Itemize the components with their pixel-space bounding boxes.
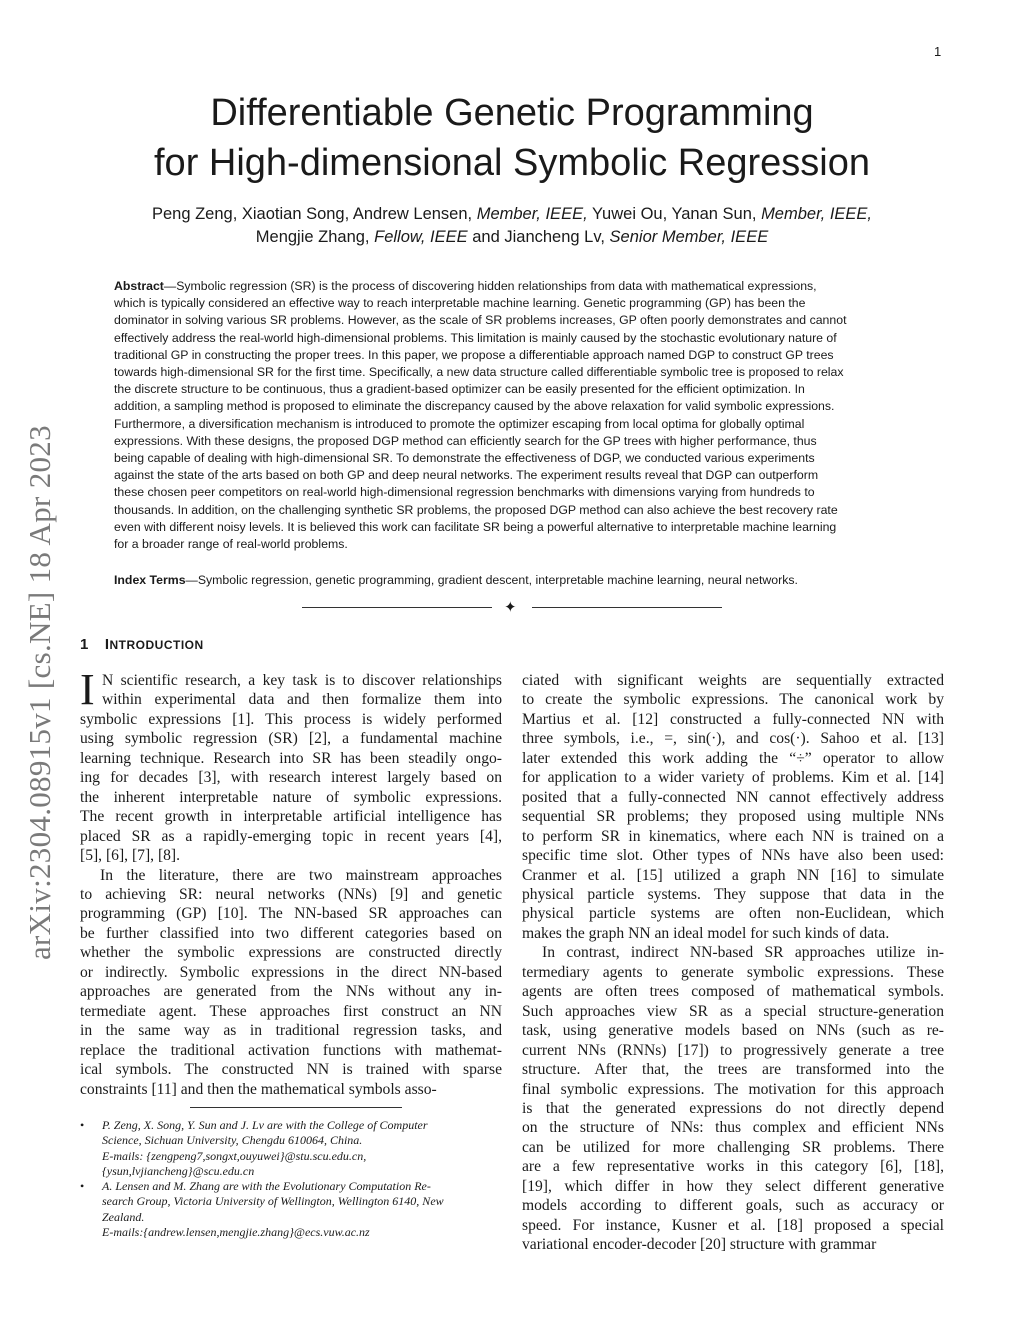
body-text-line: to create the symbolic expressions. The canonical work by	[522, 691, 944, 709]
body-text-line: for application to a wider variety of problems. Kim et al. [14]	[522, 769, 944, 787]
footnote-rule	[190, 1107, 402, 1108]
author-line-1: Peng Zeng, Xiaotian Song, Andrew Lensen, Member, IEEE, Yuwei Ou, Yanan Sun, Member, IEEE,	[151, 205, 873, 223]
body-text-line: ing for decades [3], with research interest largely based on	[80, 769, 502, 787]
title-line-2: for High-dimensional Symbolic Regression	[154, 142, 870, 184]
body-text-line: makes the graph NN an ideal model for such kinds of data.	[522, 924, 890, 942]
body-text-line: [5], [6], [7], [8].	[80, 847, 181, 865]
footnote-item	[80, 1179, 504, 1240]
abstract-line: addition, a sampling method is proposed to eliminate the discrepancy caused by the above relaxation for valid symbolic expressions.	[114, 399, 835, 414]
body-text-line: replace the traditional activation functions with mathemat-	[80, 1041, 502, 1059]
abstract-line: being capable of dealing with high-dimensional SR. To demonstrate the effectiveness of DGP, we conducted various experiments	[114, 451, 815, 466]
page-number: 1	[934, 44, 942, 59]
author-line-2: Mengjie Zhang, Fellow, IEEE and Jiancheng Lv, Senior Member, IEEE	[255, 228, 769, 246]
body-text-line: later extended this work adding the “÷” operator to allow	[522, 749, 944, 767]
paper-title	[80, 88, 944, 188]
body-text-line: symbolic expressions [1]. This process is widely performed	[80, 710, 502, 728]
bullet-icon: •	[80, 1118, 85, 1132]
abstract-line: thousands. In addition, on the challenging synthetic SR problems, the proposed DGP method can also achieve the best recovery rate	[114, 502, 838, 517]
body-text-line: physical particle systems are often non-Euclidean, which	[522, 905, 944, 923]
body-text-line: programming (GP) [10]. The NN-based SR approaches can	[80, 905, 502, 923]
abstract-line: effectively address the real-world high-dimensional problems. This limitation is mainly caused by the stochastic evolutionary nature of	[114, 330, 837, 345]
body-text-line: approaches are generated from the NNs without any in-	[80, 983, 502, 1001]
footnote-line: Science, Sichuan University, Chengdu 610064, China.	[102, 1133, 363, 1148]
body-text-line: The recent growth in interpretable artificial intelligence has	[80, 808, 502, 826]
body-text-line: In the literature, there are two mainstream approaches	[100, 866, 502, 884]
index-terms	[114, 573, 908, 587]
footnote-line: A. Lensen and M. Zhang are with the Evolutionary Computation Re-	[102, 1179, 431, 1194]
section-heading: 1 INTRODUCTION	[80, 636, 204, 653]
body-text-line: be further classified into two different categories based on	[80, 924, 502, 942]
body-text-line: in the same way as in traditional regression tasks, and	[80, 1022, 502, 1040]
body-text-line: Cranmer et al. [15] utilized a graph NN [16] to simulate	[522, 866, 944, 884]
left-column-body	[80, 665, 502, 1099]
body-text-line: [19], which differ in how they select different generative	[522, 1177, 944, 1195]
footnote-line: P. Zeng, X. Song, Y. Sun and J. Lv are with the College of Computer	[102, 1118, 428, 1132]
body-text-line: to perform SR in kinematics, where each NN is trained on a	[522, 827, 944, 845]
body-text-line: current NNs (RNNs) [17]) to progressively generate a tree	[522, 1041, 944, 1059]
abstract-line: against the state of the arts based on both GP and deep neural networks. The experiment results reveal that DGP can outperform	[114, 468, 819, 483]
abstract	[114, 278, 908, 553]
abstract-line: expressions. With these designs, the proposed DGP method can efficiently search for the GP trees with higher performance, thus	[114, 433, 817, 448]
bullet-icon: •	[80, 1179, 85, 1194]
body-text-line: agents are often trees composed of mathematical symbols.	[522, 983, 944, 1001]
body-text-line: Such approaches view SR as a special structure-generation	[522, 1002, 944, 1020]
body-text-line: three symbols, i.e., =, sin(·), and cos(·). Sahoo et al. [13]	[522, 730, 944, 748]
body-text-line: termediate agent. These approaches first construct an NN	[80, 1002, 502, 1020]
index-terms-label: Index Terms	[114, 573, 186, 587]
body-text-line: physical particle systems. They suppose that data in the	[522, 885, 944, 903]
abstract-label: Abstract	[114, 279, 164, 293]
body-text-line: variational encoder-decoder [20] structure with grammar	[522, 1236, 877, 1254]
drop-cap: I	[80, 665, 95, 714]
abstract-line: Furthermore, a diversification mechanism is introduced to promote the optimizer escaping from local optima for globally optimal	[114, 416, 805, 431]
author-list	[80, 203, 944, 249]
abstract-line: Abstract—Symbolic regression (SR) is the process of discovering hidden relationships from data with mathematical expressions,	[114, 279, 817, 293]
section-number: 1	[80, 636, 89, 653]
body-text-line: or indirectly. Symbolic expressions in the direct NN-based	[80, 963, 502, 981]
body-text-line: models according to different goals, such as accuracy or	[522, 1197, 944, 1215]
body-text-line: constraints [11] and then the mathematical symbols asso-	[80, 1080, 437, 1098]
body-text-line: sequential SR problems; they proposed using multiple NNs	[522, 808, 944, 826]
body-text-line: specific time slot. Other types of NNs have also been used:	[522, 847, 944, 865]
footnote-line: Zealand.	[102, 1209, 145, 1224]
body-text-line: the inherent interpretable nature of symbolic expressions.	[80, 788, 502, 806]
abstract-line: the discrete structure to be continuous, thus a gradient-based optimizer can be easily presented for the efficient optimization. In	[114, 382, 805, 397]
abstract-line: dominator in solving various SR problems. However, as the scale of SR problems increases, GP often poorly demonstrates and cannot	[114, 313, 847, 328]
body-text-line: final symbolic expressions. The motivation for this approach	[522, 1080, 944, 1098]
body-text-line: using symbolic regression (SR) [2], a fundamental machine	[80, 730, 502, 748]
abstract-line: even with different noisy levels. It is believed this work can facilitate SR being a powerful alternative to interpretable machine learning	[114, 519, 837, 534]
footnote-line: {ysun,lvjiancheng}@scu.edu.cn	[102, 1163, 255, 1178]
divider-diamond-icon: ✦	[504, 598, 517, 616]
body-text-line: learning technique. Research into SR has been steadily ongo-	[80, 749, 502, 767]
body-text-line: can be utilized for more challenging SR problems. There	[522, 1138, 944, 1156]
body-text-line: N scientific research, a key task is to discover relationships	[102, 672, 502, 689]
body-text-line: are a few representative works in this category [6], [18],	[522, 1158, 944, 1176]
right-column-body	[522, 671, 944, 1255]
arxiv-identifier: arXiv:2304.08915v1 [cs.NE] 18 Apr 2023	[22, 425, 57, 960]
body-text-line: task, using generative models based on NNs (such as re-	[522, 1022, 944, 1040]
footnote-line: E-mails:{andrew.lensen,mengjie.zhang}@ecs.vuw.ac.nz	[102, 1225, 370, 1240]
footnote-line: search Group, Victoria University of Wellington, Wellington 6140, New	[102, 1194, 444, 1209]
abstract-line: towards high-dimensional SR for the first time. Specifically, a new data structure called differentiable symbolic tree is proposed to relax	[114, 365, 844, 380]
body-text-line: Martius et al. [12] constructed a fully-connected NN with	[522, 710, 944, 728]
body-text-line: structure. After that, the trees are transformed into the	[522, 1061, 944, 1079]
body-text-line: ical symbols. The constructed NN is trained with sparse	[80, 1061, 502, 1079]
body-text-line: placed SR as a rapidly-emerging topic in recent years [4],	[80, 827, 502, 845]
divider-rule-right	[532, 607, 722, 608]
abstract-line: traditional GP in constructing the proper trees. In this paper, we propose a differentiable approach named DGP to construct GP trees	[114, 347, 834, 362]
title-line-1: Differentiable Genetic Programming	[210, 92, 814, 134]
footnotes	[80, 1118, 504, 1240]
abstract-line: for a broader range of real-world problems.	[114, 537, 348, 552]
section-divider	[302, 600, 722, 616]
body-text-line: speed. For instance, Kusner et al. [18] proposed a special	[522, 1216, 944, 1234]
body-text-line: posited that a fully-connected NN cannot effectively address	[522, 788, 944, 806]
footnote-item	[80, 1118, 504, 1179]
body-text-line: on the structure of NNs: thus complex and efficient NNs	[522, 1119, 944, 1137]
abstract-line: these chosen peer competitors on real-world high-dimensional regression benchmarks with dimensions varying from hundreds to	[114, 485, 815, 500]
body-text-line: ciated with significant weights are sequentially extracted	[522, 672, 944, 689]
index-terms-text: —Symbolic regression, genetic programming, gradient descent, interpretable machine learning, neural networks.	[185, 573, 798, 587]
footnote-line: E-mails: {zengpeng7,songxt,ouyuwei}@stu.scu.edu.cn,	[102, 1148, 367, 1163]
abstract-line: which is typically considered an effective way to reach interpretable machine learning. Genetic programming (GP) has been the	[114, 296, 806, 311]
body-text-line: whether the symbolic expressions are constructed directly	[80, 944, 502, 962]
divider-rule-left	[302, 607, 492, 608]
body-text-line: termediary agents to generate symbolic expressions. These	[522, 963, 944, 981]
body-text-line: within experimental data and then formalize them into	[102, 691, 502, 709]
body-text-line: to achieving SR: neural networks (NNs) [9] and genetic	[80, 885, 502, 903]
body-text-line: is that the generated expressions do not directly depend	[522, 1099, 944, 1117]
body-text-line: In contrast, indirect NN-based SR approaches utilize in-	[542, 944, 944, 962]
